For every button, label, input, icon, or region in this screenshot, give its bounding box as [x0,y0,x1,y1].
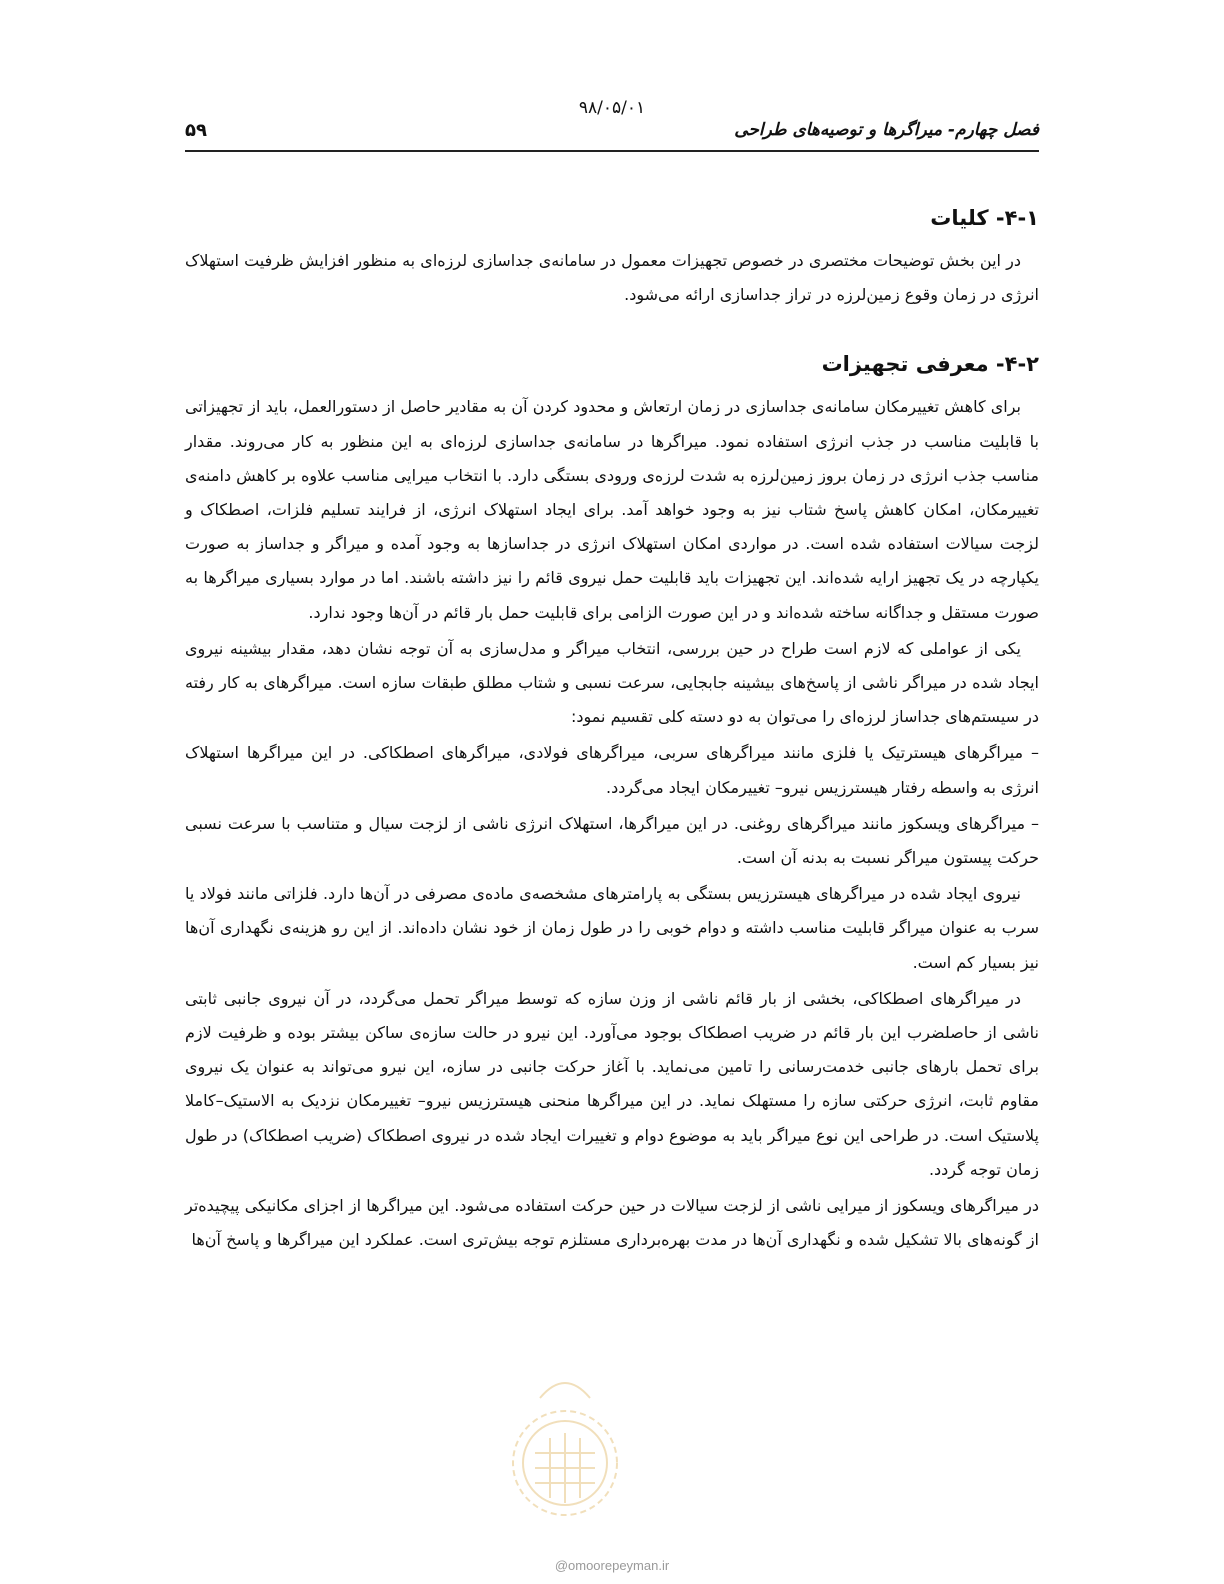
watermark-url: @omoorepeyman.ir [554,1558,670,1573]
section-heading-equipment: ۴-۲- معرفی تجهیزات [821,352,1039,377]
paragraph: در این بخش توضیحات مختصری در خصوص تجهیزات معمول در سامانه‌ی جداسازی لرزه‌ای به منظور افزایش ظرفیت استهلاک انرژی در زمان وقوع زمین‌لرزه در تراز جداسازی ارائه می‌شود. [185,251,1039,305]
section-heading-general: ۴-۱- کلیات [930,206,1039,230]
paragraph: در میراگرهای ویسکوز از میرایی ناشی از لزجت سیالات در حین حرکت استفاده می‌شود. این میراگرها از اجزای مکانیکی پیچیده‌تر از گونه‌های بالا تشکیل شده و نگهداری آن‌ها در مدت بهره‌برداری مستلزم توجه بیش‌تری است. عملکرد این میراگرها و پاسخ آن‌ها [185,1196,1039,1250]
header-date: ۹۸/۰۵/۰۱ [578,98,646,118]
paragraph: در میراگرهای اصطکاکی، بخشی از بار قائم ناشی از وزن سازه که توسط میراگر تحمل می‌گردد، در آن نیروی جانبی ثابتی ناشی از حاصلضرب این بار قائم در ضریب اصطکاک بوجود می‌آورد. این نیرو در حالت سازه‌ی ساکن بیشتر بوده و ظرفیت لازم برای تحمل بارهای جانبی خدمت‌رسانی را تامین می‌نماید. با آغاز حرکت جانبی در سازه، این نیرو می‌تواند به عنوان یک نیروی مقاوم ثابت، انرژی حرکتی سازه را مستهلک نماید. در این میراگرها منحنی هیسترزیس نیرو– تغییرمکان نزدیک به الاستیک–کاملا پلاستیک است. در طراحی این نوع میراگر باید به موضوع دوام و تغییرات ایجاد شده در نیروی اصطکاک (ضریب اصطکاک) در طول زمان توجه گردد. [185,988,1039,1179]
page-number: ۵۹ [185,120,207,141]
chapter-title: فصل چهارم- میراگرها و توصیه‌های طراحی [734,120,1039,140]
header-divider [185,150,1039,152]
paragraph: یکی از عواملی که لازم است طراح در حین بررسی، انتخاب میراگر و مدل‌سازی به آن توجه نشان دهد، مقدار بیشینه نیروی ایجاد شده در میراگر ناشی از پاسخ‌های بیشینه جابجایی، سرعت نسبی و شتاب مطلق طبقات سازه است. میراگرهای به کار رفته در سیستم‌های جداساز لرزه‌ای را می‌توان به دو دسته کلی تقسیم نمود: [185,638,1039,727]
watermark-logo [505,1358,625,1528]
list-item: – میراگرهای ویسکوز مانند میراگرهای روغنی. در این میراگرها، استهلاک انرژی ناشی از لزجت سیال و متناسب با سرعت نسبی حرکت پیستون میراگر نسبت به بدنه آن است. [185,813,1039,868]
paragraph: برای کاهش تغییرمکان سامانه‌ی جداسازی در زمان ارتعاش و محدود کردن آن به مقادیر حاصل از دستورالعمل، باید از تجهیزاتی با قابلیت مناسب در جذب انرژی استفاده نمود. میراگرها در سامانه‌ی جداسازی لرزه‌ای به این منظور به کار می‌روند. مقدار مناسب جذب انرژی در زمان بروز زمین‌لرزه به شدت لرزه‌ی ورودی بستگی دارد. با انتخاب میرایی مناسب علاوه بر کاهش دامنه‌ی تغییرمکان، امکان کاهش پاسخ شتاب نیز به وجود خواهد آمد. برای ایجاد استهلاک انرژی، از فرایند تسلیم فلزات، اصطکاک و لزجت سیالات استفاده شده است. در مواردی امکان استهلاک انرژی در جداسازها به وجود آمده و میراگر و جداساز به صورت یکپارچه در یک تجهیز ارایه شده‌اند. این تجهیزات باید قابلیت حمل نیروی قائم را نیز داشته باشند. اما در موارد بسیاری میراگرها به صورت مستقل و جداگانه ساخته شده‌اند و در این صورت الزامی برای قابلیت حمل بار قائم در آن‌ها وجود ندارد. [185,397,1039,622]
document-body [185,196,1039,1259]
paragraph: نیروی ایجاد شده در میراگرهای هیسترزیس بستگی به پارامترهای مشخصه‌ی ماده‌ی مصرفی در آن‌ها دارد. فلزاتی مانند فولاد یا سرب به عنوان میراگر قابلیت مناسب داشته و دوام خوبی را در طول زمان از خود نشان داده‌اند. از این رو هزینه‌ی نگهداری آن‌ها نیز بسیار کم است. [185,884,1039,972]
list-item: – میراگرهای هیسترتیک یا فلزی مانند میراگرهای سربی، میراگرهای فولادی، میراگرهای اصطکاکی. در این میراگرها استهلاک انرژی به واسطه رفتار هیسترزیس نیرو– تغییرمکان ایجاد می‌گردد. [185,743,1039,797]
